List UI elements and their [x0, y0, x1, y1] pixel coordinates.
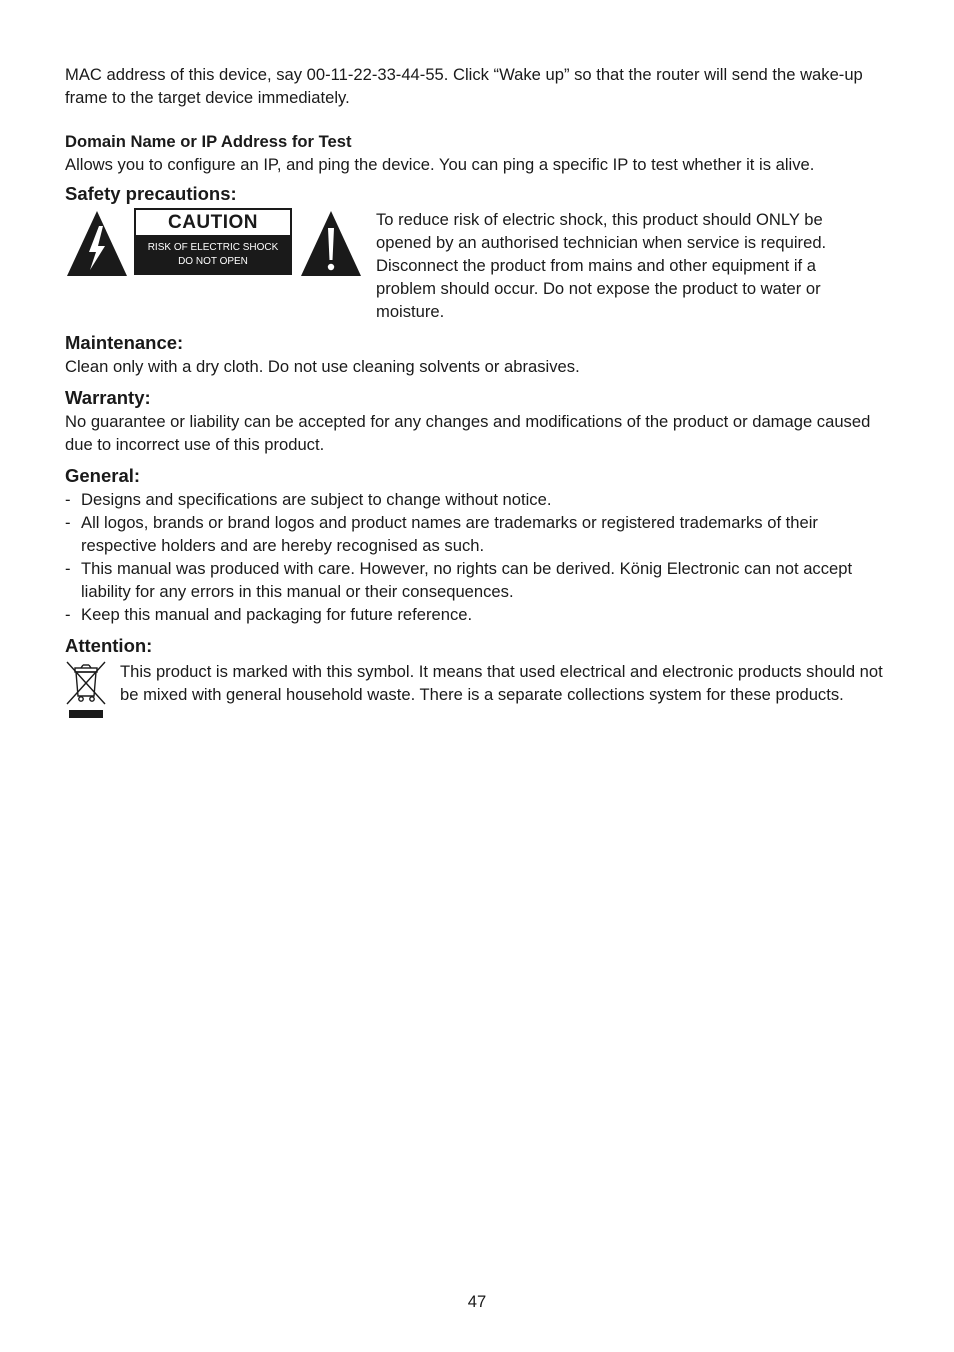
list-item: - This manual was produced with care. However, no rights can be derived. König Electronic can not accept liability for any errors in this manual or their consequences.	[65, 557, 895, 603]
caution-line-2: DO NOT OPEN	[178, 256, 248, 267]
manual-page	[65, 63, 895, 726]
attention-text: This product is marked with this symbol. It means that used electrical and electronic products should not be mixed with general household waste. There is a separate collections system for these products.	[120, 662, 883, 704]
domain-test-heading: Domain Name or IP Address for Test	[65, 132, 352, 151]
weee-crossed-bin-icon	[65, 660, 120, 726]
safety-text: To reduce risk of electric shock, this product should ONLY be opened by an authorised technician when service is required. Disconnect the product from mains and other equipment if a problem should occur. Do not expose the product to water or moisture.	[376, 210, 827, 321]
list-item: - Designs and specifications are subject to change without notice.	[65, 488, 895, 511]
general-heading: General:	[65, 465, 141, 486]
attention-heading: Attention:	[65, 635, 153, 656]
caution-title: CAUTION	[136, 210, 290, 235]
domain-test-text: Allows you to configure an IP, and ping the device. You can ping a specific IP to test whether it is alive.	[65, 155, 815, 174]
electric-shock-warning-icon	[65, 208, 129, 278]
general-list	[65, 488, 895, 626]
intro-paragraph: MAC address of this device, say 00-11-22-33-44-55. Click “Wake up” so that the router will send the wake-up frame to the target device immediately.	[65, 65, 863, 107]
caution-subtext	[134, 241, 292, 269]
caution-line-1: RISK OF ELECTRIC SHOCK	[147, 242, 279, 253]
safety-heading: Safety precautions:	[65, 183, 237, 204]
caution-label	[134, 208, 292, 275]
attention-section	[65, 660, 895, 726]
list-item: - All logos, brands or brand logos and product names are trademarks or registered trademarks of their respective holders and are hereby recognised as such.	[65, 511, 895, 557]
safety-section	[65, 208, 895, 323]
warranty-heading: Warranty:	[65, 387, 151, 408]
safety-symbols	[65, 208, 376, 278]
exclamation-warning-icon	[299, 208, 363, 278]
maintenance-heading: Maintenance:	[65, 332, 184, 353]
warranty-text: No guarantee or liability can be accepted for any changes and modifications of the product or damage caused due to incorrect use of this product.	[65, 412, 871, 454]
list-item: - Keep this manual and packaging for future reference.	[65, 603, 895, 626]
page-number: 47	[467, 1292, 487, 1311]
maintenance-text: Clean only with a dry cloth. Do not use cleaning solvents or abrasives.	[65, 357, 580, 376]
